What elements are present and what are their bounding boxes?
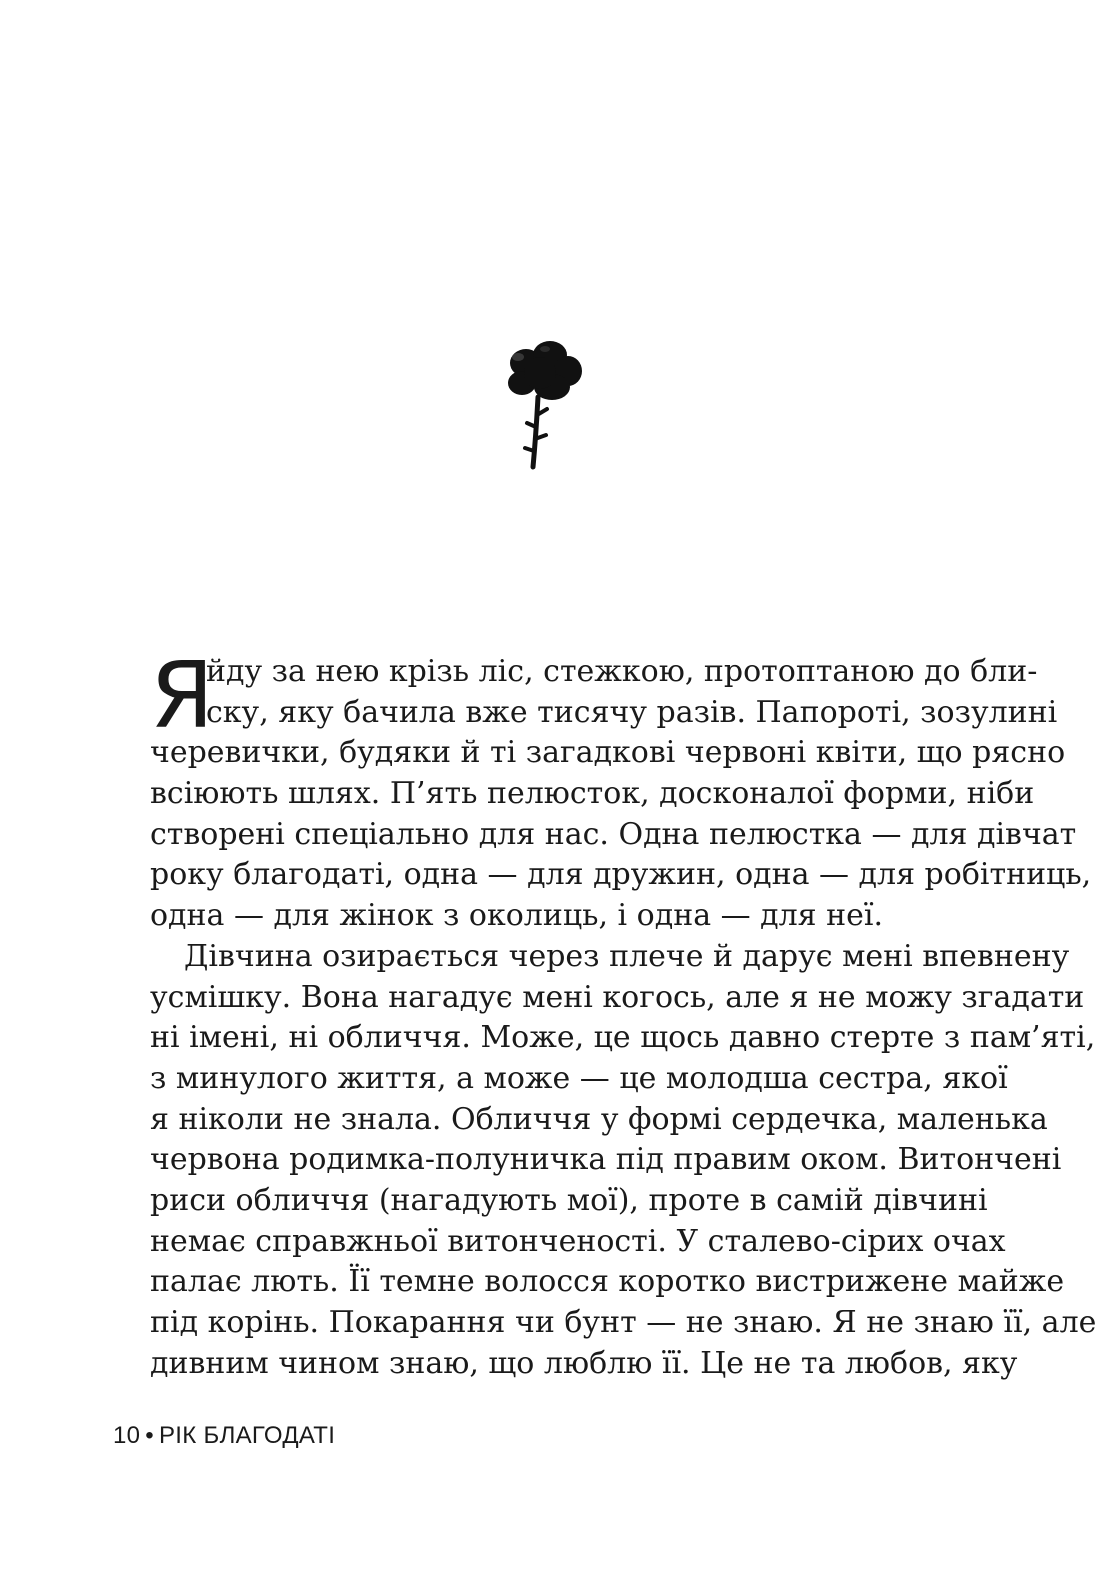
text-line: одна — для жінок з околиць, і одна — для неї.	[150, 898, 884, 934]
flower-icon	[500, 335, 590, 475]
footer-separator: •	[145, 1422, 154, 1449]
text-line: року благодаті, одна — для дружин, одна — для робітниць,	[150, 857, 1092, 893]
text-line: з минулого життя, а може — це молодша сестра, якої	[150, 1060, 1008, 1096]
text-line: я ніколи не знала. Обличчя у формі сердечка, маленька	[150, 1101, 1048, 1137]
text-line: ску, яку бачила вже тисячу разів. Папороті, зозулині	[206, 694, 1058, 730]
text-line: усмішку. Вона нагадує мені когось, але я не можу згадати	[150, 979, 1085, 1015]
text-line: червона родимка-полуничка під правим оком. Витончені	[150, 1142, 1062, 1178]
book-title: РІК БЛАГОДАТІ	[159, 1422, 336, 1449]
text-line: риси обличчя (нагадують мої), проте в самій дівчині	[150, 1182, 988, 1218]
page-footer	[113, 1421, 335, 1451]
text-line: черевички, будяки й ті загадкові червоні квіти, що рясно	[150, 735, 1066, 771]
text-line: палає лють. Її темне волосся коротко вистрижене майже	[150, 1264, 1065, 1300]
text-line: Дівчина озирається через плече й дарує мені впевнену	[184, 938, 1070, 974]
text-line: всіюють шлях. П’ять пелюсток, досконалої форми, ніби	[150, 776, 1035, 812]
text-line: дивним чином знаю, що люблю її. Це не та любов, яку	[150, 1345, 1018, 1381]
text-line: створені спеціально для нас. Одна пелюстка — для дівчат	[150, 816, 1077, 852]
drop-cap: Я	[150, 642, 214, 749]
page-number: 10	[113, 1422, 141, 1449]
body-text	[150, 642, 1096, 1384]
text-line: під корінь. Покарання чи бунт — не знаю. Я не знаю її, але	[150, 1305, 1096, 1340]
text-line: ні імені, ні обличчя. Може, це щось давно стерте з пам’яті,	[150, 1020, 1096, 1056]
text-line: йду за нею крізь ліс, стежкою, протоптаною до бли-	[206, 654, 1038, 689]
text-line: немає справжньої витонченості. У сталево-сірих очах	[150, 1223, 1006, 1259]
